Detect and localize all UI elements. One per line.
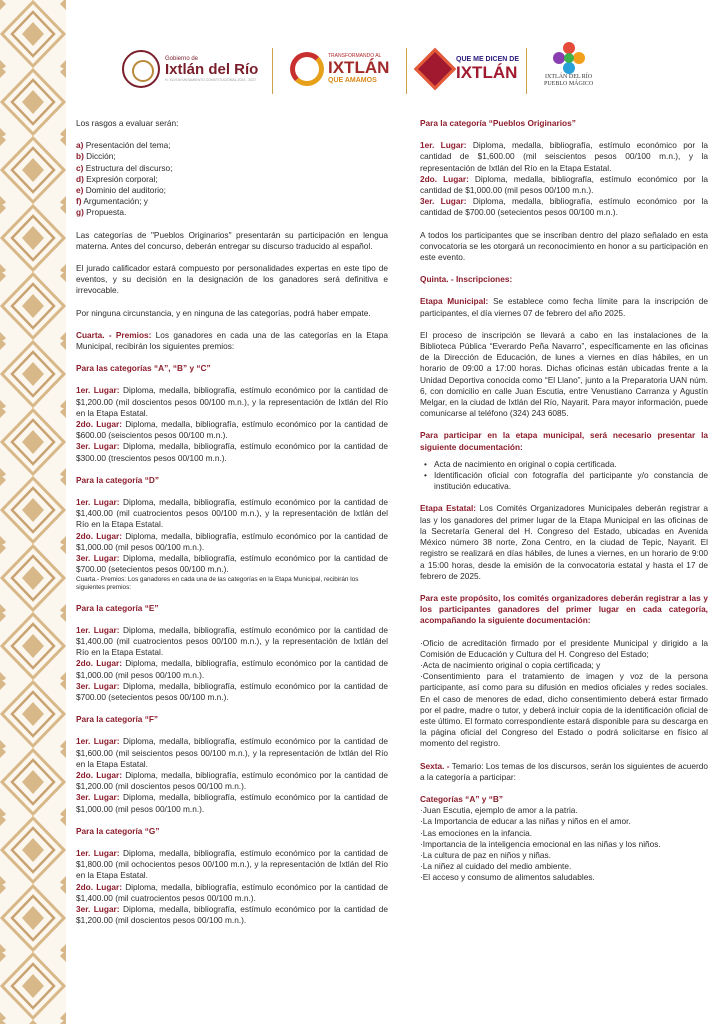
left-column bbox=[76, 118, 388, 926]
gov-logo-name: Ixtlán del Río bbox=[165, 61, 259, 78]
prize-item: 3er. Lugar: Diploma, medalla, bibliografía, estímulo económico por la cantidad de $700.00 (setecientos pesos 00/100 m.n.). bbox=[76, 553, 389, 575]
pueblo-logo-line2: PUEBLO MÁGICO bbox=[544, 81, 594, 88]
etapa-estatal-paragraph: Etapa Estatal: Los Comités Organizadores Municipales deberán registrar a las y los ganadores del primer lugar de la Etapa Municipal en las oficinas de la Secretaría General del H. Congreso del Estado, ubicadas en Avenida México número 38 norte, Zona Centro, en la ciudad de Tepic, Nayarit. El registro se realizará en días hábiles, de lunes a viernes, en un horario de 9:00 a 15:00 horas, desde la emisión de la convocatoria estatal y hasta el 17 de febrero de 2025. bbox=[420, 503, 708, 581]
pueblo-logo-line1: IXTLÁN DEL RÍO bbox=[545, 74, 593, 80]
prize-item: 3er. Lugar: Diploma, medalla, bibliografía, estímulo económico por la cantidad de $700.00 (setecientos pesos 00/100 m.n.). bbox=[420, 196, 709, 218]
decorative-border-pattern bbox=[0, 0, 66, 1024]
category-ab-topics-title: Categorías “A” y “B” bbox=[420, 793, 503, 804]
comites-heading: Para este propósito, los comités organizadores deberán registrar a las y los participantes ganadores del primer lugar en cada categoría, acompañando la siguiente documentación: bbox=[420, 592, 708, 626]
rasgos-intro: Los rasgos a evaluar serán: bbox=[76, 118, 179, 128]
pueblos-paragraph: Las categorías de "Pueblos Originarios" presentarán su participación en lengua materna. Antes del concurso, deberán entregar su discurso traducido al español. bbox=[76, 229, 388, 251]
etapa-municipal-paragraph: Etapa Municipal: Se establece como fecha límite para la inscripción de participantes, el día viernes 07 de febrero del año 2025. bbox=[420, 296, 709, 318]
list-item: ·Acta de nacimiento original o copia certificada; y bbox=[420, 659, 601, 670]
cuarta-premios: Cuarta. - Premios: Los ganadores en cada una de las categorías en la Etapa Municipal, recibirán los siguientes premios: bbox=[76, 329, 388, 352]
list-item: ·Consentimiento para el tratamiento de imagen y voz de la persona participante, así como para su difusión en medios oficiales y redes sociales. En el caso de menores de edad, dicho consentimiento deberá estar firmado por el padre, madre o tutor, y deberá incluir copia de la identificación oficial de este último. El formato correspondiente estará disponible para su descarga en la página oficial del Congreso del Estado o podrá solicitarse en físico al momento del registro. bbox=[420, 671, 708, 749]
rasgos-list bbox=[76, 140, 388, 218]
rasgo-item: e) Dominio del auditorio; bbox=[76, 185, 166, 196]
jurado-paragraph: El jurado calificador estará compuesto por personalidades expertas en este tipo de eventos, y su decisión en la designación de los ganadores será definitiva e irrevocable. bbox=[76, 263, 388, 296]
prize-item: 3er. Lugar: Diploma, medalla, bibliografía, estímulo económico por la cantidad de $1,200.00 (mil doscientos pesos 00/100 m.n.). bbox=[76, 903, 389, 926]
prize-item: 2do. Lugar: Diploma, medalla, bibliografía, estímulo económico por la cantidad de $600.00 (seiscientos pesos 00/100 m.n.). bbox=[76, 419, 389, 441]
prize-item: 2do. Lugar: Diploma, medalla, bibliografía, estímulo económico por la cantidad de $1,000.00 (mil pesos 00/100 m.n.). bbox=[76, 658, 389, 680]
municipal-seal-icon bbox=[122, 50, 160, 88]
category-pueblos-title: Para la categoría “Pueblos Originarios” bbox=[420, 118, 576, 128]
quinta-heading: Quinta. - Inscripciones: bbox=[420, 274, 513, 285]
rasgo-item: a) Presentación del tema; bbox=[76, 140, 171, 151]
logo-divider bbox=[526, 48, 527, 94]
diamond-emblem-icon bbox=[414, 48, 456, 90]
prize-item: 3er. Lugar: Diploma, medalla, bibliografía, estímulo económico por la cantidad de $700.00 (setecientos pesos 00/100 m.n.). bbox=[76, 680, 389, 702]
list-item: ·Importancia de la inteligencia emocional en las niñas y los niños. bbox=[420, 838, 661, 849]
ring-emblem-icon bbox=[290, 52, 324, 86]
right-column bbox=[420, 118, 708, 884]
logo-divider bbox=[272, 48, 273, 94]
rasgo-item: d) Expresión corporal; bbox=[76, 173, 158, 184]
category-e-title: Para la categoría “E” bbox=[76, 602, 159, 613]
category-d-note: Cuarta.- Premios: Los ganadores en cada una de las categorías en la Etapa Municipal, recibirán los siguientes premios: bbox=[76, 575, 359, 591]
list-item: ·El acceso y consumo de alimentos saludables. bbox=[420, 872, 595, 883]
pueblo-magico-logo bbox=[544, 42, 593, 88]
documentacion-list bbox=[420, 459, 708, 493]
prize-item: 3er. Lugar: Diploma, medalla, bibliografía, estímulo económico por la cantidad de $1,000.00 (mil pesos 00/100 m.n.). bbox=[76, 792, 389, 814]
rasgo-item: g) Propuesta. bbox=[76, 207, 127, 218]
category-abc-title: Para las categorías “A”, “B” y “C” bbox=[76, 363, 211, 374]
prize-item: 1er. Lugar: Diploma, medalla, bibliografía, estímulo económico por la cantidad de $1,800.00 (mil ochocientos pesos 00/100 m.n.), y la representación de Ixtlán del Río en la Etapa Estatal. bbox=[76, 847, 389, 881]
temas-list bbox=[420, 805, 708, 883]
list-item: ·Oficio de acreditación firmado por el presidente Municipal y dirigido a la Comisión de Educación y Cultura del H. Congreso del Estado; bbox=[420, 637, 708, 659]
list-item: ·Juan Escutia, ejemplo de amor a la patria. bbox=[420, 805, 578, 816]
gov-logo-tagline: H. XLVI AYUNTAMIENTO CONSTITUCIONAL 2024 - 2027 bbox=[165, 78, 257, 82]
reconocimiento-paragraph: A todos los participantes que se inscriban dentro del plazo señalado en esta convocatoria se les otorgará un reconocimiento en honor a su participación en este evento. bbox=[420, 229, 708, 263]
que-me-dicen-logo bbox=[420, 54, 519, 84]
list-item: ·La cultura de paz en niños y niñas. bbox=[420, 849, 551, 860]
ixtlan-logo-small: TRANSFORMANDO AL bbox=[328, 52, 382, 59]
qm-logo-name: IXTLÁN bbox=[456, 62, 518, 82]
rasgo-item: c) Estructura del discurso; bbox=[76, 162, 173, 173]
category-f-title: Para la categoría “F” bbox=[76, 714, 159, 725]
list-item: ·Las emociones en la infancia. bbox=[420, 827, 533, 838]
gov-logo-small: Gobierno de bbox=[165, 56, 199, 62]
category-d-title: Para la categoría “D” bbox=[76, 474, 160, 485]
prize-item: 2do. Lugar: Diploma, medalla, bibliografía, estímulo económico por la cantidad de $1,400.00 (mil cuatrocientos pesos 00/100 m.n.). bbox=[76, 881, 389, 903]
proceso-inscripcion-paragraph: El proceso de inscripción se llevará a cabo en las instalaciones de la Biblioteca Pública “Everardo Peña Navarro”, específicamente en las oficinas de la Dirección de Educación, de lunes a viernes en días hábiles, en un horario de 09:00 a 17:00 horas. Dichas oficinas están ubicadas frente a la Unidad Deportiva conocida como “El Llano”, junto a la Preparatoria UAN núm. 6, con domicilio en calle Juan Escutia, entre Venustiano Carranza y Agustín Melgar, en la ciudad de Ixtlán del Río, Nayarit. Para mayor información, puede comunicarse al teléfono (324) 243 6085. bbox=[420, 329, 708, 419]
prize-item: 1er. Lugar: Diploma, medalla, bibliografía, estímulo económico por la cantidad de $1,400.00 (mil cuatrocientos pesos 00/100 m.n.), y la representación de Ixtlán del Río en la Etapa Estatal. bbox=[76, 497, 389, 530]
ixtlan-logo-name: IXTLÁN bbox=[328, 58, 390, 78]
category-g-title: Para la categoría “G” bbox=[76, 825, 160, 836]
prize-item: 1er. Lugar: Diploma, medalla, bibliografía, estímulo económico por la cantidad de $1,600.00 (mil seiscientos pesos 00/100 m.n.), y la representación de Ixtlán del Río en la Etapa Estatal. bbox=[76, 736, 389, 769]
gobierno-ixtlan-logo bbox=[122, 50, 258, 88]
qm-logo-small: QUE ME DICEN DE bbox=[456, 56, 520, 64]
prize-item: 2do. Lugar: Diploma, medalla, bibliografía, estímulo económico por la cantidad de $1,200.00 (mil doscientos pesos 00/100 m.n.). bbox=[76, 769, 389, 792]
prize-item: 1er. Lugar: Diploma, medalla, bibliografía, estímulo económico por la cantidad de $1,600.00 (mil seiscientos pesos 00/100 m.n.), y la representación de Ixtlán del Río en la Etapa Estatal. bbox=[420, 140, 709, 173]
prize-item: 2do. Lugar: Diploma, medalla, bibliografía, estímulo económico por la cantidad de $1,000.00 (mil pesos 00/100 m.n.). bbox=[76, 530, 389, 552]
logo-divider bbox=[406, 48, 407, 94]
documentacion-heading: Para participar en la etapa municipal, será necesario presentar la siguiente documentación: bbox=[420, 430, 708, 452]
empate-paragraph: Por ninguna circunstancia, y en ninguna de las categorías, podrá haber empate. bbox=[76, 307, 371, 318]
transformando-ixtlan-logo bbox=[290, 52, 389, 86]
list-item: • Acta de nacimiento en original o copia certificada. bbox=[420, 459, 708, 470]
list-item: ·La niñez al cuidado del medio ambiente. bbox=[420, 861, 572, 872]
sexta-temario: Sexta. - Temario: Los temas de los discursos, serán los siguientes de acuerdo a la categoría a participar: bbox=[420, 760, 708, 782]
rasgo-item: f) Argumentación; y bbox=[76, 196, 148, 207]
rasgo-item: b) Dicción; bbox=[76, 151, 116, 162]
list-item: • Identificación oficial con fotografía del participante y/o constancia de institución educativa. bbox=[420, 470, 708, 492]
prize-item: 1er. Lugar: Diploma, medalla, bibliografía, estímulo económico por la cantidad de $1,200.00 (mil doscientos pesos 00/100 m.n.), y la representación de Ixtlán del Río en la Etapa Estatal. bbox=[76, 385, 389, 418]
prize-item: 1er. Lugar: Diploma, medalla, bibliografía, estímulo económico por la cantidad de $1,400.00 (mil cuatrocientos pesos 00/100 m.n.), y la representación de Ixtlán del Río en la Etapa Estatal. bbox=[76, 624, 389, 658]
header-logos bbox=[104, 40, 624, 102]
prize-item: 2do. Lugar: Diploma, medalla, bibliografía, estímulo económico por la cantidad de $1,000.00 (mil pesos 00/100 m.n.). bbox=[420, 173, 709, 196]
prize-item: 3er. Lugar: Diploma, medalla, bibliografía, estímulo económico por la cantidad de $300.00 (trescientos pesos 00/100 m.n.). bbox=[76, 441, 389, 463]
list-item: ·La Importancia de educar a las niñas y niños en el amor. bbox=[420, 816, 631, 827]
ixtlan-logo-tagline: QUE AMAMOS bbox=[328, 76, 377, 84]
flower-emblem-icon bbox=[553, 42, 585, 74]
